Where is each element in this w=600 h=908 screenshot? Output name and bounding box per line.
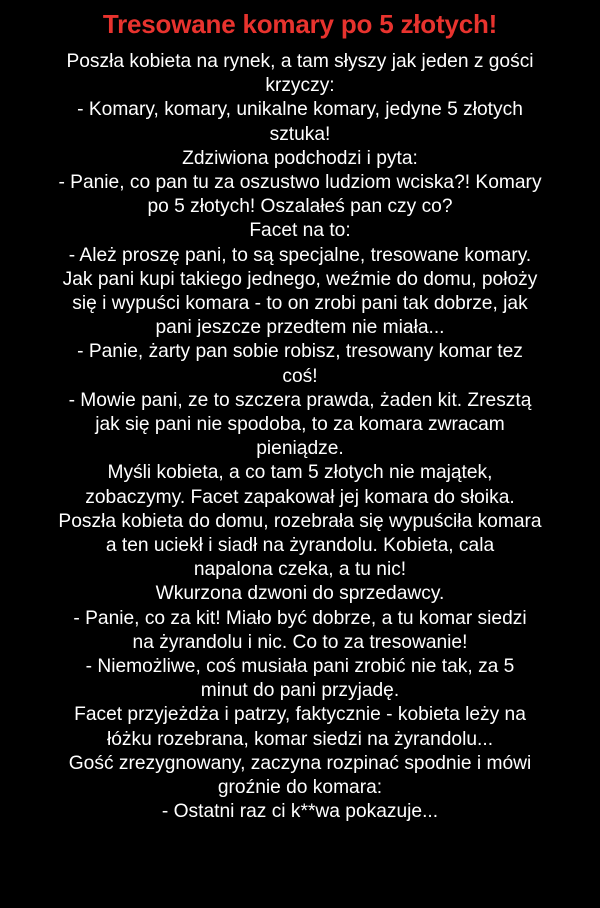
- story-line: a ten uciekł i siadł na żyrandolu. Kobieta, cala: [105, 535, 495, 557]
- story-line: się i wypuści komara - to on zrobi pani tak dobrze, jak: [72, 293, 528, 315]
- story-line: Wkurzona dzwoni do sprzedawcy.: [155, 583, 445, 605]
- story-line: - Ależ proszę pani, to są specjalne, tresowane komary.: [68, 244, 532, 266]
- story-line: sztuka!: [269, 123, 331, 145]
- story-line: zobaczymy. Facet zapakował jej komara do słoika.: [85, 486, 515, 508]
- story-line: pani jeszcze przedtem nie miała...: [155, 317, 445, 339]
- story-line: - Panie, co pan tu za oszustwo ludziom wciska?! Komary: [58, 172, 542, 194]
- story-line: Facet przyjeżdża i patrzy, faktycznie - kobieta leży na: [74, 704, 526, 726]
- story-line: - Ostatni raz ci k**wa pokazuje...: [161, 801, 439, 823]
- story-line: jak się pani nie spodoba, to za komara zwracam: [95, 414, 505, 436]
- story-line: Poszła kobieta do domu, rozebrała się wypuściła komara: [58, 510, 542, 532]
- story-line: - Panie, co za kit! Miało być dobrze, a tu komar siedzi: [73, 607, 527, 629]
- story-line: po 5 złotych! Oszalałeś pan czy co?: [147, 196, 453, 218]
- story-line: Poszła kobieta na rynek, a tam słyszy jak jeden z gości: [66, 51, 534, 72]
- story-line: Facet na to:: [249, 220, 351, 242]
- story-line: Gość zrezygnowany, zaczyna rozpinać spodnie i mówi: [68, 752, 532, 774]
- story-line: napalona czeka, a tu nic!: [193, 559, 407, 581]
- page-title: Tresowane komary po 5 złotych!: [102, 9, 498, 39]
- story-line: Zdziwiona podchodzi i pyta:: [182, 147, 418, 169]
- story-line: pieniądze.: [256, 438, 344, 460]
- story-line: coś!: [282, 365, 318, 387]
- story-line: łóżku rozebrana, komar siedzi na żyrandolu...: [106, 728, 494, 750]
- story-line: groźnie do komara:: [217, 777, 383, 799]
- story-line: na żyrandolu i nic. Co to za tresowanie!: [132, 631, 468, 653]
- story-text: [0, 50, 600, 825]
- story-line: Myśli kobieta, a co tam 5 złotych nie majątek,: [107, 462, 493, 484]
- story-line: Jak pani kupi takiego jednego, weźmie do domu, położy: [62, 268, 538, 290]
- story-line: - Komary, komary, unikalne komary, jedyne 5 złotych: [77, 99, 523, 121]
- story-line: minut do pani przyjadę.: [200, 680, 400, 702]
- story-line: krzyczy:: [265, 75, 335, 97]
- story-line: - Panie, żarty pan sobie robisz, tresowany komar tez: [77, 341, 523, 363]
- story-line: - Niemożliwe, coś musiała pani zrobić nie tak, za 5: [85, 656, 515, 678]
- story-line: - Mowie pani, ze to szczera prawda, żaden kit. Zresztą: [68, 389, 532, 411]
